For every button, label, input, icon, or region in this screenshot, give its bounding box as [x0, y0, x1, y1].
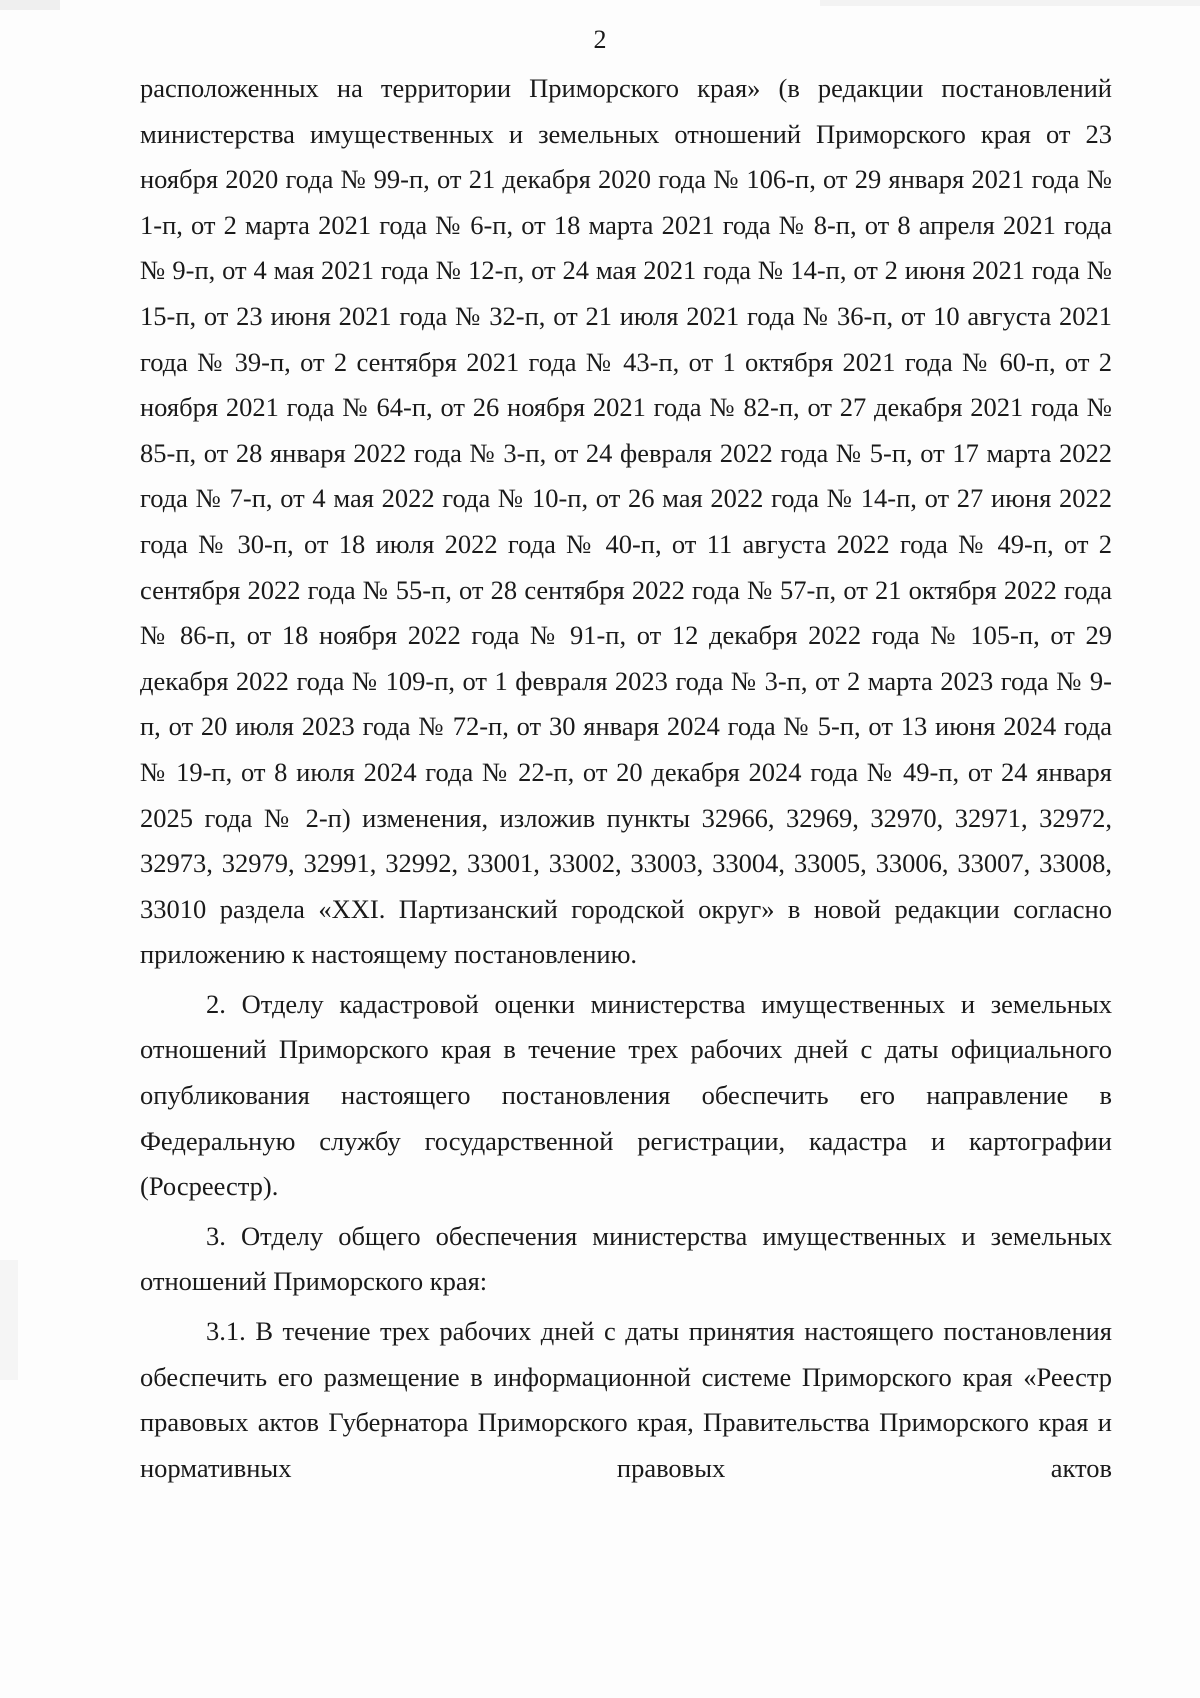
scan-noise — [0, 0, 60, 10]
document-body — [140, 66, 1112, 1491]
paragraph-item-2: 2. Отделу кадастровой оценки министерства имущественных и земельных отношений Приморского края в течение трех рабочих дней с даты официального опубликования настоящего постановления обеспечить его направление в Федеральную службу государственной регистрации, кадастра и картографии (Росреестр). — [140, 988, 1112, 1202]
scan-noise — [0, 1260, 18, 1380]
page-number: 2 — [593, 25, 607, 54]
paragraph-item-3: 3. Отделу общего обеспечения министерства имущественных и земельных отношений Приморского края: — [140, 1220, 1112, 1297]
paragraph-item-3-1: 3.1. В течение трех рабочих дней с даты принятия настоящего постановления обеспечить его размещение в информационной системе Приморского края «Реестр правовых актов Губернатора Приморского края, Правительства Приморского края и нормативных правовых актов — [140, 1316, 1112, 1483]
paragraph-amendments-list: расположенных на территории Приморского края» (в редакции постановлений министерства имущественных и земельных отношений Приморского края от 23 ноября 2020 года № 99-п, от 21 декабря 2020 года № 106-п, от 29 января 2021 года № 1-п, от 2 марта 2021 года № 6-п, от 18 марта 2021 года № 8-п, от 8 апреля 2021 года № 9-п, от 4 мая 2021 года № 12-п, от 24 мая 2021 года № 14-п, от 2 июня 2021 года № 15-п, от 23 июня 2021 года № 32-п, от 21 июля 2021 года № 36-п, от 10 августа 2021 года № 39-п, от 2 сентября 2021 года № 43-п, от 1 октября 2021 года № 60-п, от 2 ноября 2021 года № 64-п, от 26 ноября 2021 года № 82-п, от 27 декабря 2021 года № 85-п, от 28 января 2022 года № 3-п, от 24 февраля 2022 года № 5-п, от 17 марта 2022 года № 7-п, от 4 мая 2022 года № 10-п, от 26 мая 2022 года № 14-п, от 27 июня 2022 года № 30-п, от 18 июля 2022 года № 40-п, от 11 августа 2022 года № 49-п, от 2 сентября 2022 года № 55-п, от 28 сентября 2022 года № 57-п, от 21 октября 2022 года № 86-п, от 18 ноября 2022 года № 91-п, от 12 декабря 2022 года № 105-п, от 29 декабря 2022 года № 109-п, от 1 февраля 2023 года № 3-п, от 2 марта 2023 года № 9-п, от 20 июля 2023 года № 72-п, от 30 января 2024 года № 5-п, от 13 июня 2024 года № 19-п, от 8 июля 2024 года № 22-п, от 20 декабря 2024 года № 49-п, от 24 января 2025 года № 2-п) изменения, изложив пункты 32966, 32969, 32970, 32971, 32972, 32973, 32979, 32991, 32992, 33001, 33002, 33003, 33004, 33005, 33006, 33007, 33008, 33010 раздела «XXI. Партизанский городской округ» в новой редакции согласно приложению к настоящему постановлению. — [140, 73, 1112, 970]
scan-noise — [820, 0, 1200, 6]
